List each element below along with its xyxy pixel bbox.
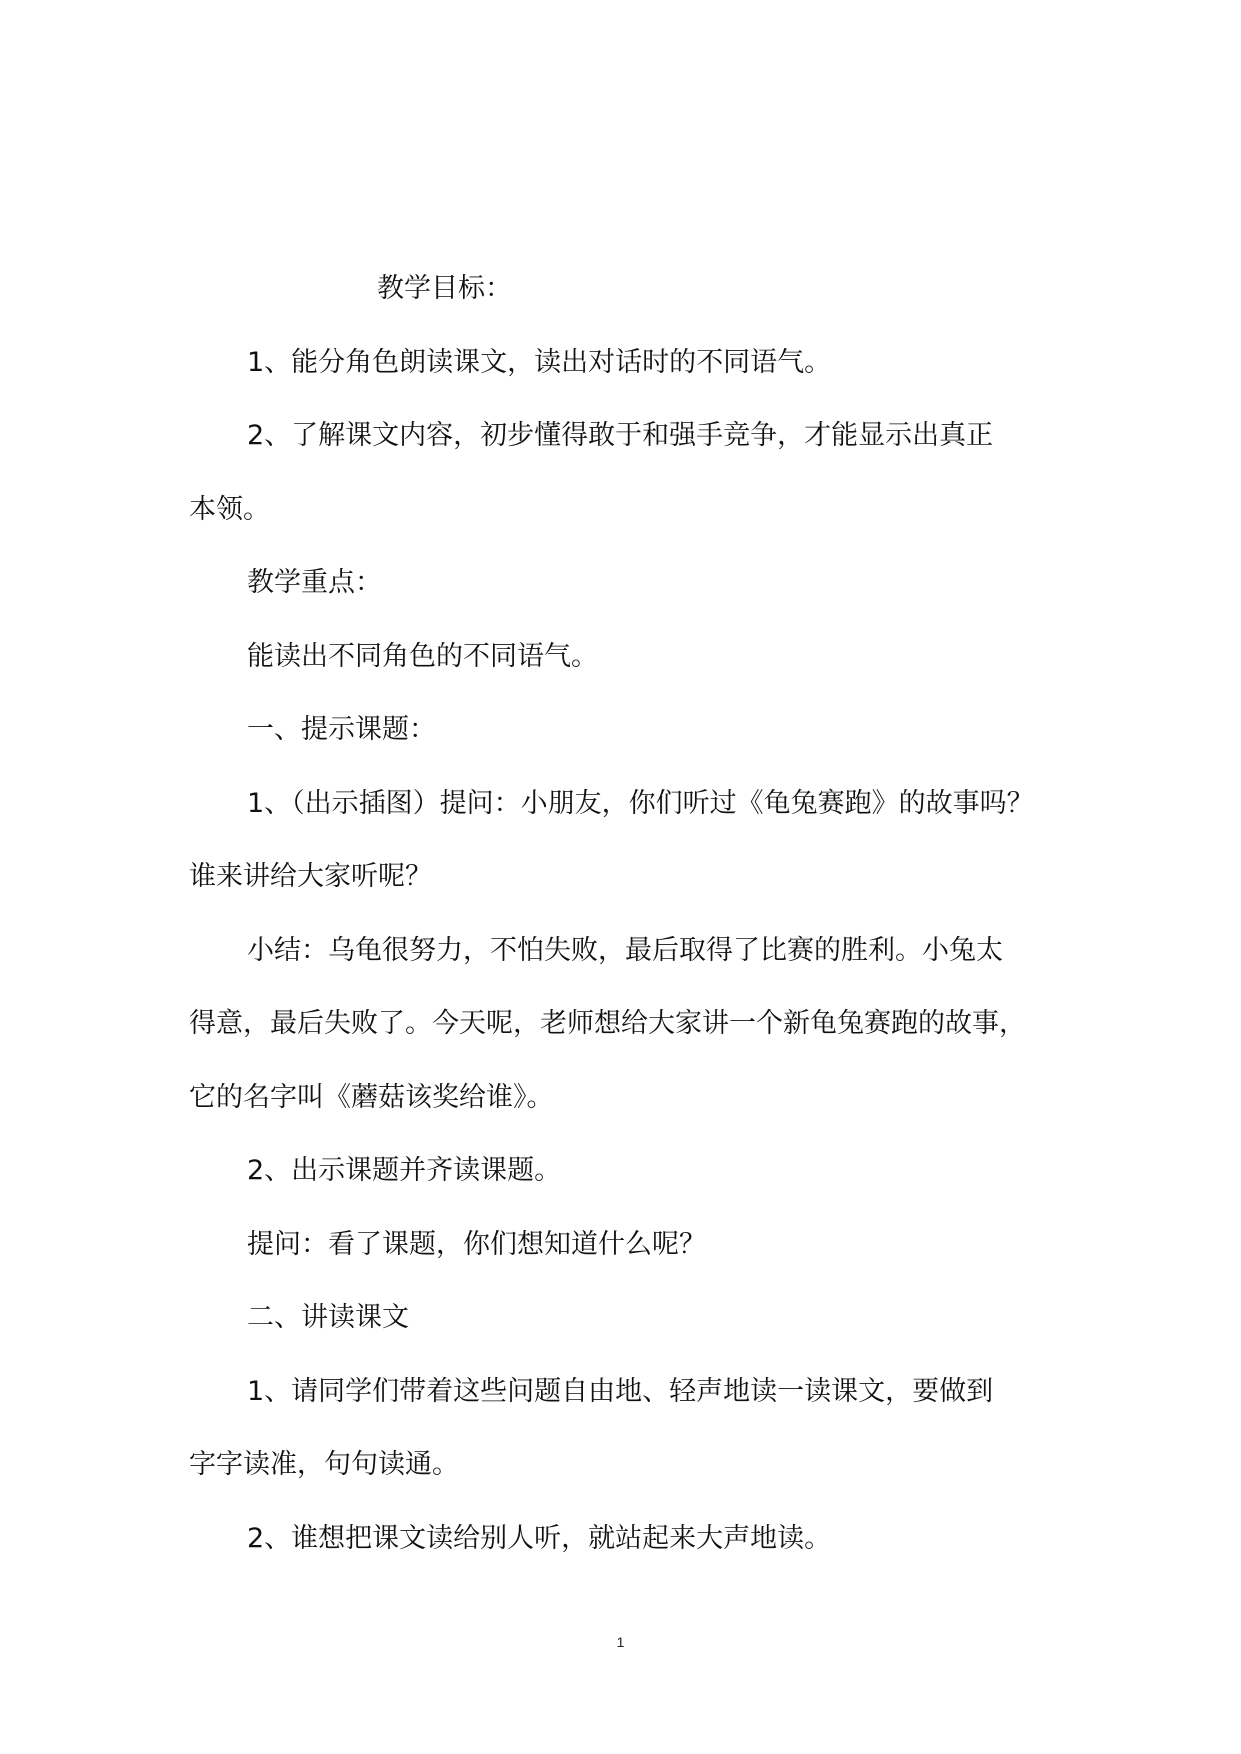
section-heading-part-one: 一、提示课题：	[247, 714, 436, 745]
paragraph-line: 1、请同学们带着这些问题自由地、轻声地读一读课文，要做到	[247, 1375, 994, 1407]
paragraph-line: 小结：乌龟很努力，不怕失败，最后取得了比赛的胜利。小兔太	[247, 934, 1003, 966]
paragraph-line: 能读出不同角色的不同语气。	[247, 640, 598, 672]
paragraph-line: 2、谁想把课文读给别人听，就站起来大声地读。	[247, 1522, 832, 1554]
paragraph-line: 谁来讲给大家听呢？	[189, 861, 432, 892]
paragraph-line: 它的名字叫《蘑菇该奖给谁》。	[189, 1081, 554, 1113]
paragraph-line: 得意，最后失败了。今天呢，老师想给大家讲一个新龟兔赛跑的故事，	[189, 1008, 1026, 1039]
paragraph-line: 1、（出示插图）提问：小朋友，你们听过《龟兔赛跑》的故事吗？	[247, 787, 1034, 819]
paragraph-line: 本领。	[189, 493, 270, 525]
paragraph-line: 2、了解课文内容，初步懂得敢于和强手竞争，才能显示出真正	[247, 420, 994, 451]
page-number: 1	[616, 1634, 625, 1650]
paragraph-line: 2、出示课题并齐读课题。	[247, 1155, 562, 1186]
document-body	[189, 252, 1059, 1575]
paragraph-line: 字字读准，句句读通。	[189, 1449, 459, 1480]
paragraph-line: 提问：看了课题，你们想知道什么呢？	[247, 1228, 706, 1260]
section-heading-part-two: 二、讲读课文	[247, 1302, 409, 1333]
section-heading-objectives: 教学目标：	[377, 273, 512, 304]
section-heading-key-points: 教学重点：	[247, 567, 382, 598]
paragraph-line: 1、能分角色朗读课文，读出对话时的不同语气。	[247, 346, 832, 378]
